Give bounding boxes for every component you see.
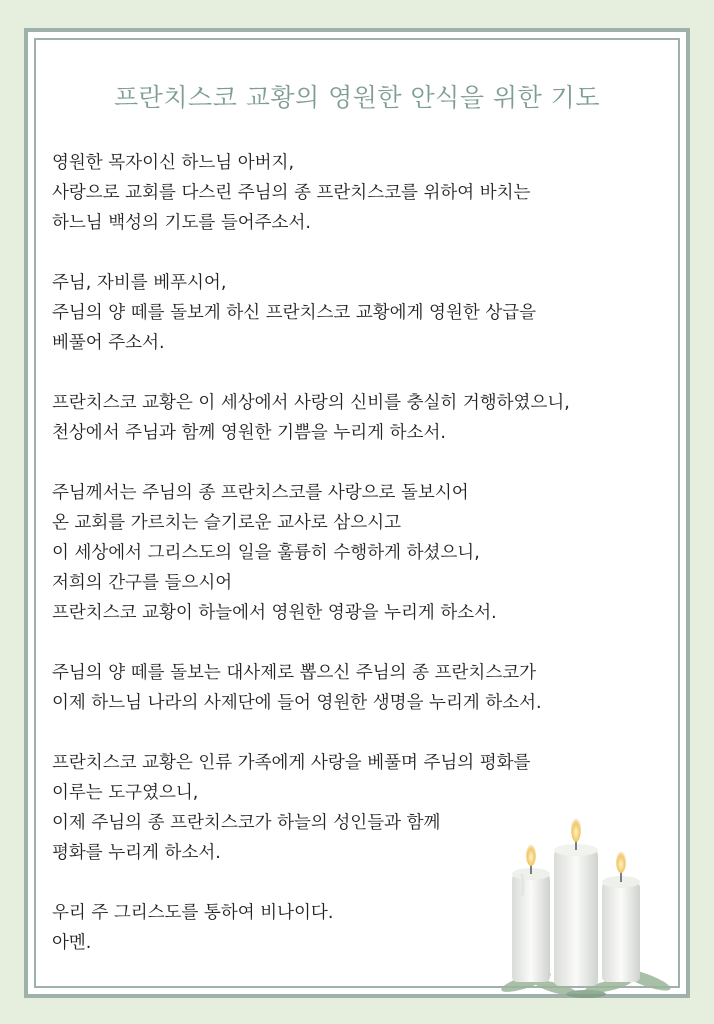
text-line: 영원한 목자이신 하느님 아버지, [52,153,295,173]
text-line: 주님, 자비를 베푸시어, [52,273,227,293]
paragraph-5 [52,658,672,718]
page-title: 프란치스코 교황의 영원한 안식을 위한 기도 [114,83,600,112]
text-line: 이루는 도구였으니, [52,783,199,803]
text-line: 베풀어 주소서. [52,333,165,353]
text-line: 사랑으로 교회를 다스린 주님의 종 프란치스코를 위하여 바치는 [52,183,531,203]
paragraph-2 [52,268,672,358]
text-line: 우리 주 그리스도를 통하여 비나이다. [52,903,334,923]
text-line: 주님께서는 주님의 종 프란치스코를 사랑으로 돌보시어 [52,483,469,503]
text-line: 저희의 간구를 들으시어 [52,573,233,593]
text-line: 프란치스코 교황은 인류 가족에게 사랑을 베풀며 주님의 평화를 [52,753,531,773]
paragraph-3 [52,388,672,448]
text-line: 이제 하느님 나라의 사제단에 들어 영원한 생명을 누리게 하소서. [52,693,542,713]
text-line: 평화를 누리게 하소서. [52,843,221,863]
text-line: 주님의 양 떼를 돌보는 대사제로 뽑으신 주님의 종 프란치스코가 [52,663,537,683]
text-line: 프란치스코 교황이 하늘에서 영원한 영광을 누리게 하소서. [52,603,497,623]
candles-icon [496,812,676,1000]
text-line: 이 세상에서 그리스도의 일을 훌륭히 수행하게 하셨으니, [52,543,480,563]
text-line: 온 교회를 가르치는 슬기로운 교사로 삼으시고 [52,513,402,533]
paragraph-4 [52,478,672,628]
paragraph-1 [52,148,672,238]
text-line: 하느님 백성의 기도를 들어주소서. [52,213,311,233]
text-line: 프란치스코 교황은 이 세상에서 사랑의 신비를 충실히 거행하였으니, [52,393,570,413]
text-line: 이제 주님의 종 프란치스코가 하늘의 성인들과 함께 [52,813,441,833]
text-line: 천상에서 주님과 함께 영원한 기쁨을 누리게 하소서. [52,423,446,443]
text-line: 주님의 양 떼를 돌보게 하신 프란치스코 교황에게 영원한 상급을 [52,303,537,323]
text-line: 아멘. [52,933,92,953]
